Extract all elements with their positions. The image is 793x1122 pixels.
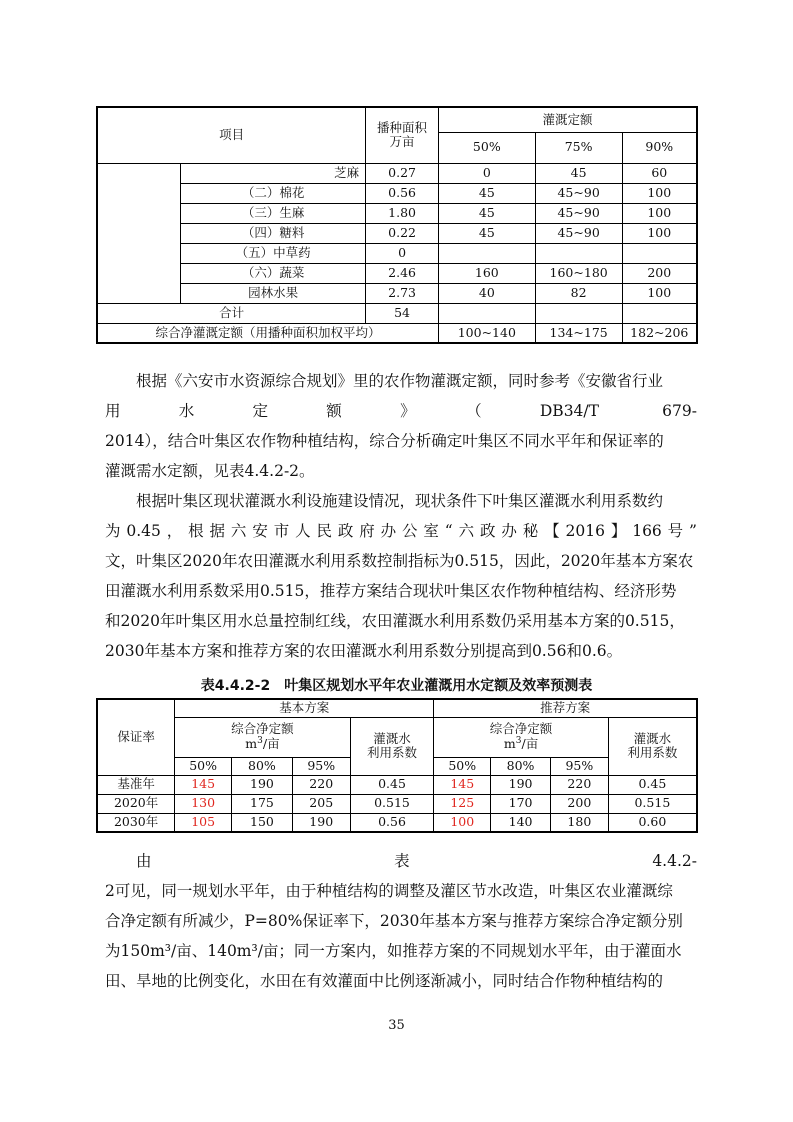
crop-area: 0 (366, 243, 439, 263)
crop-name: 园林水果 (181, 283, 366, 303)
quota-unit (175, 736, 349, 752)
rc: 0.45 (608, 775, 697, 794)
para3-line4: 为150m³/亩、140m³/亩；同一方案内，如推荐方案的不同规划水平年，由于灌面水 (105, 942, 682, 960)
irrigation-forecast-table (96, 698, 698, 833)
r95: 180 (550, 813, 608, 832)
quota-75: 45~90 (535, 183, 622, 203)
crop-area: 0.27 (366, 163, 439, 183)
quota-50 (438, 243, 535, 263)
quota-header: 灌溉定额 (438, 107, 697, 132)
guarantee-header: 保证率 (97, 699, 175, 775)
para3-line1: 由表4.4.2- (136, 852, 697, 870)
body-paragraph-3 (105, 846, 697, 996)
quota-75: 45~90 (535, 223, 622, 243)
quota-90: 60 (622, 163, 697, 183)
crop-area: 2.46 (366, 263, 439, 283)
quota-90 (622, 243, 697, 263)
quota-75: 45 (535, 163, 622, 183)
b-p95: 95% (292, 757, 350, 775)
crop-name: （四）糖料 (181, 223, 366, 243)
b-p50: 50% (175, 757, 232, 775)
r-p80: 80% (491, 757, 551, 775)
para2-line4: 田灌溉水利用系数采用0.515，推荐方案结合现状叶集区农作物种植结构、经济形势 (105, 582, 677, 600)
unit-sup: 3 (515, 736, 522, 747)
r95: 200 (550, 794, 608, 813)
para1-line2: 用水定额》（DB34/T 679- (105, 402, 697, 420)
para1-line3: 2014），结合叶集区农作物种植结构，综合分析确定叶集区不同水平年和保证率的 (105, 432, 664, 450)
basic-plan-header: 基本方案 (175, 699, 434, 717)
table-row-spacer (181, 163, 286, 183)
coef-line2: 利用系数 (627, 745, 678, 760)
total-area: 54 (366, 303, 439, 323)
crop-name: （六）蔬菜 (181, 263, 366, 283)
quota-90: 100 (622, 283, 697, 303)
b50: 145 (175, 775, 232, 794)
para2-line5: 和2020年叶集区用水总量控制红线，农田灌溉水利用系数仍采用基本方案的0.515， (105, 612, 685, 630)
r-p50: 50% (434, 757, 491, 775)
basic-quota-header (175, 717, 350, 757)
b80: 190 (232, 775, 293, 794)
bc: 0.515 (350, 794, 434, 813)
para2-line6: 2030年基本方案和推荐方案的农田灌溉水利用系数分别提高到0.56和0.6。 (105, 642, 623, 660)
crop-name: （五）中草药 (181, 243, 366, 263)
total-50 (438, 303, 535, 323)
rc: 0.515 (608, 794, 697, 813)
quota-50: 0 (438, 163, 535, 183)
quota-50: 40 (438, 283, 535, 303)
unit-mu: /亩 (521, 736, 539, 752)
total-label: 合计 (97, 303, 366, 323)
unit-m: m (503, 736, 516, 752)
quota-header-line1: 综合净定额 (489, 721, 553, 737)
coef-line2: 利用系数 (366, 745, 417, 760)
quota-75: 82 (535, 283, 622, 303)
year: 2030年 (97, 813, 175, 832)
weighted-90: 182~206 (622, 323, 697, 343)
total-75 (535, 303, 622, 323)
basic-coef-header (350, 717, 434, 775)
para1-line1: 根据《六安市水资源综合规划》里的农作物灌溉定额，同时参考《安徽省行业 (136, 372, 664, 390)
coef-line1: 灌溉水 (633, 730, 672, 746)
crop-irrigation-quota-table (96, 106, 698, 344)
area-header (366, 107, 439, 163)
year: 基准年 (97, 775, 175, 794)
crop-name: （二）棉花 (181, 183, 366, 203)
unit-sup: 3 (257, 736, 263, 747)
para3-line5: 田、旱地的比例变化，水田在有效灌面中比例逐渐减小，同时结合作物种植结构的 (105, 972, 664, 990)
para2-line3: 文，叶集区2020年农田灌溉水利用系数控制指标为0.515，因此，2020年基本方案农 (105, 552, 694, 570)
crop-area: 1.80 (366, 203, 439, 223)
r-p95: 95% (550, 757, 608, 775)
page-number: 35 (388, 1018, 405, 1033)
para3-line3: 合净定额有所减少，P=80%保证率下，2030年基本方案与推荐方案综合净定额分别 (105, 912, 683, 930)
para2-line1: 根据叶集区现状灌溉水利设施建设情况，现状条件下叶集区灌溉水利用系数约 (136, 492, 664, 510)
table2-caption: 表4.4.2-2 叶集区规划水平年农业灌溉用水定额及效率预测表 (200, 678, 593, 694)
quota-header-line1: 综合净定额 (231, 721, 294, 737)
b80: 175 (232, 794, 293, 813)
para3-line2: 2可见，同一规划水平年，由于种植结构的调整及灌区节水改造，叶集区农业灌溉综 (105, 882, 673, 900)
b50: 130 (175, 794, 232, 813)
quota-90: 100 (622, 183, 697, 203)
quota-75 (535, 243, 622, 263)
r95: 220 (550, 775, 608, 794)
body-paragraphs (105, 366, 697, 666)
table-row (97, 775, 697, 794)
recommended-plan-header: 推荐方案 (434, 699, 697, 717)
table-row (97, 813, 697, 832)
year: 2020年 (97, 794, 175, 813)
b95: 190 (292, 813, 350, 832)
para1-line4: 灌溉需水定额，见表4.4.2-2。 (105, 462, 315, 480)
quota-50: 160 (438, 263, 535, 283)
recommended-coef-header (608, 717, 697, 775)
b95: 220 (292, 775, 350, 794)
table-row (97, 794, 697, 813)
b50: 105 (175, 813, 232, 832)
quota-90: 200 (622, 263, 697, 283)
total-90 (622, 303, 697, 323)
recommended-quota-header (434, 717, 608, 757)
weighted-75: 134~175 (535, 323, 622, 343)
b80: 150 (232, 813, 293, 832)
weighted-50: 100~140 (438, 323, 535, 343)
quota-75: 45~90 (535, 203, 622, 223)
unit-m: m (245, 736, 258, 752)
quota-90: 100 (622, 203, 697, 223)
crop-name: 芝麻 (286, 163, 366, 183)
b-p80: 80% (232, 757, 293, 775)
r80: 170 (491, 794, 551, 813)
crop-area: 0.22 (366, 223, 439, 243)
quota-90: 100 (622, 223, 697, 243)
r80: 140 (491, 813, 551, 832)
quota-75: 160~180 (535, 263, 622, 283)
quota-50: 45 (438, 223, 535, 243)
p90-header: 90% (622, 132, 697, 163)
coef-line1: 灌溉水 (373, 730, 411, 746)
r50: 125 (434, 794, 491, 813)
crop-name: （三）生麻 (181, 203, 366, 223)
quota-unit (434, 736, 607, 752)
quota-50: 45 (438, 183, 535, 203)
bc: 0.45 (350, 775, 434, 794)
unit-mu: /亩 (262, 736, 280, 752)
r80: 190 (491, 775, 551, 794)
area-header-line2: 万亩 (389, 134, 415, 150)
rc: 0.60 (608, 813, 697, 832)
bc: 0.56 (350, 813, 434, 832)
r50: 100 (434, 813, 491, 832)
r50: 145 (434, 775, 491, 794)
item-header: 项目 (97, 107, 366, 163)
quota-50: 45 (438, 203, 535, 223)
crop-area: 2.73 (366, 283, 439, 303)
b95: 205 (292, 794, 350, 813)
p75-header: 75% (535, 132, 622, 163)
p50-header: 50% (438, 132, 535, 163)
weighted-label: 综合净灌溉定额（用播种面积加权平均） (97, 323, 438, 343)
crop-area: 0.56 (366, 183, 439, 203)
para2-line2: 为0.45，根据六安市人民政府办公室“六政办秘【2016】166号” (105, 522, 697, 540)
indent-cell (97, 163, 181, 303)
area-header-line1: 播种面积 (377, 119, 428, 135)
